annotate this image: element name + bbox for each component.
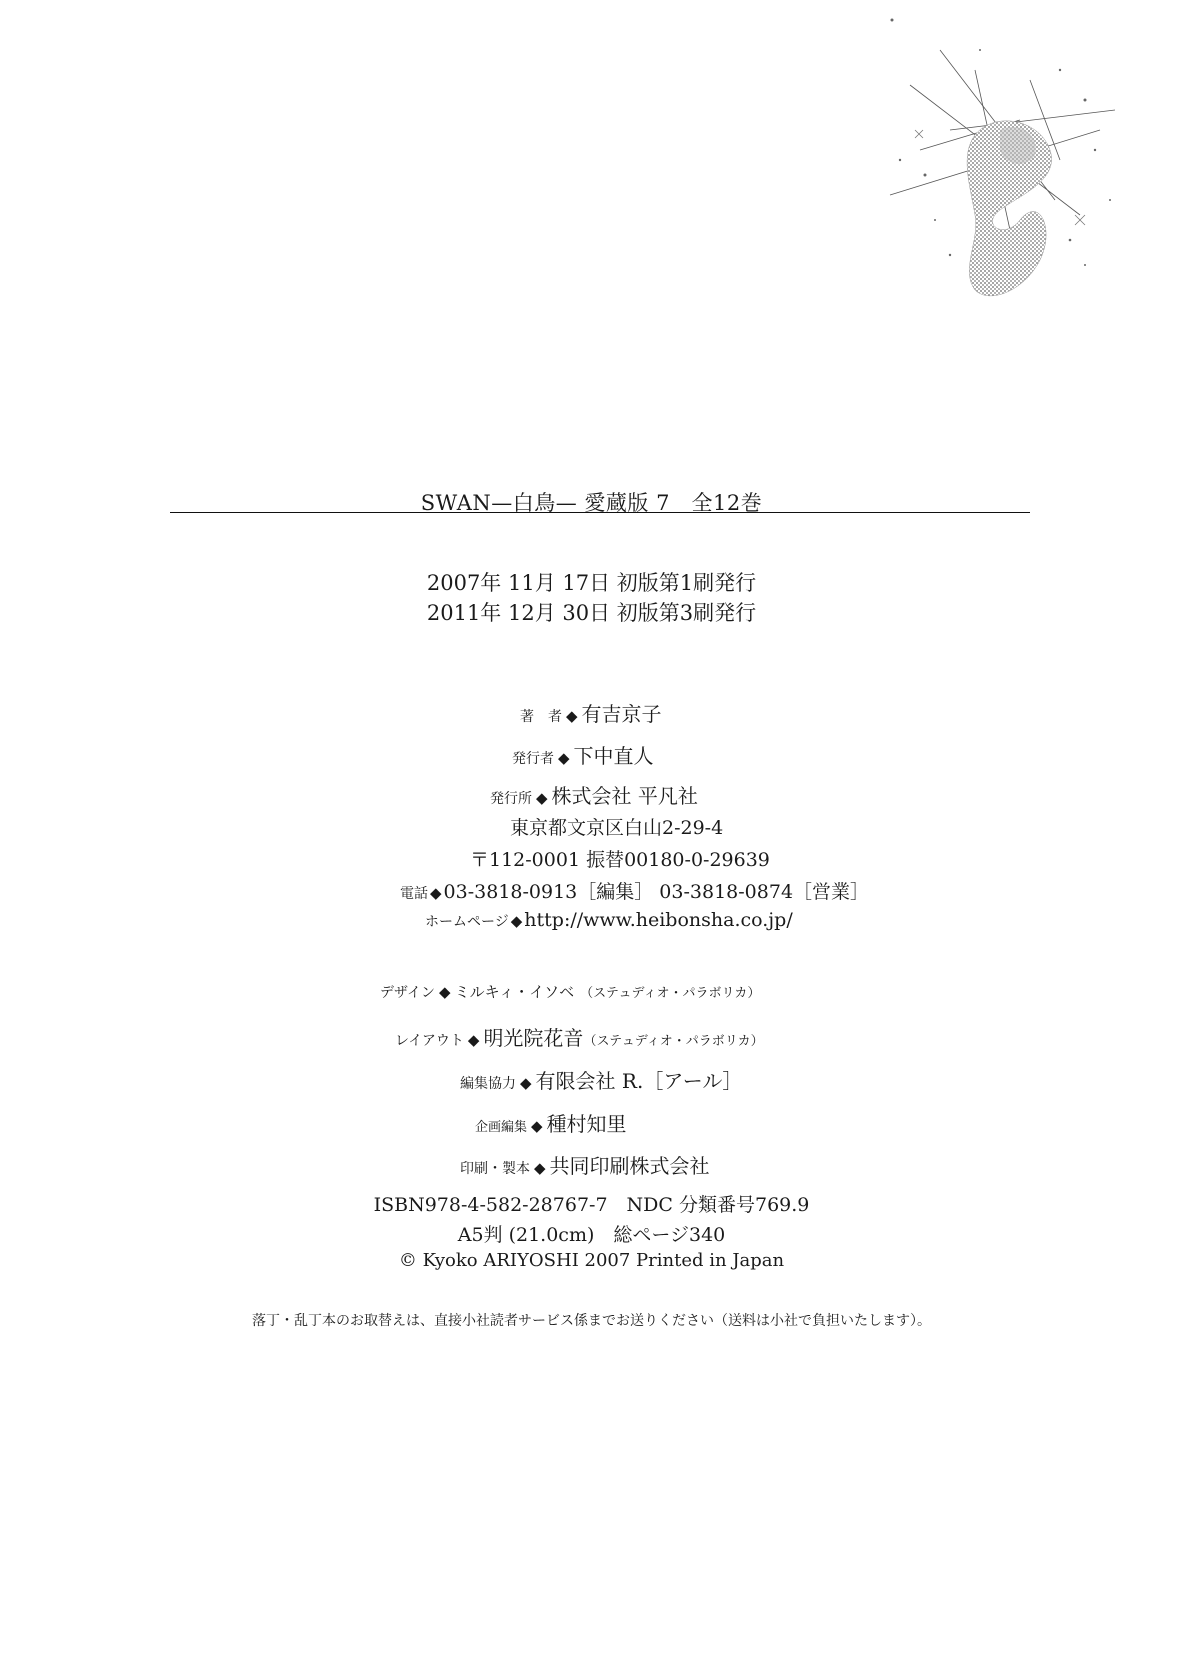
publisher-address: 東京都文京区白山2-29-4 [510,817,724,839]
designer-studio: （ステュディオ・パラボリカ） [580,986,761,1001]
title-rule [170,512,1030,513]
layout-name: 明光院花音 [483,1026,584,1050]
layout-studio: （ステュディオ・パラボリカ） [583,1034,764,1049]
design-row [380,978,760,1002]
publisher-person-label: 発行者 [512,751,554,767]
swan-feather-illustration [880,10,1120,310]
publisher-person-name: 下中直人 [573,744,654,768]
editing-cooperation-row [460,1065,742,1094]
phone-numbers: 03-3818-0913［編集］ 03-3818-0874［営業］ [443,881,870,903]
designer-name: ミルキィ・イソベ [454,983,575,1001]
author-name: 有吉京子 [581,702,662,726]
planning-editor-label: 企画編集 [475,1120,528,1135]
phone-label: 電話 [400,886,428,902]
diamond-bullet: ◆ [566,707,578,725]
diamond-bullet: ◆ [520,1074,532,1092]
publisher-label: 発行所 [490,791,532,807]
printing-company: 共同印刷株式会社 [549,1154,710,1178]
publisher-postal: 〒112-0001 振替00180-0-29639 [470,849,770,871]
isbn-line: ISBN978-4-582-28767-7 NDC 分類番号769.9 [373,1194,810,1216]
publisher-person-row [512,740,654,769]
editing-cooperation-value: 有限会社 R.［アール］ [535,1069,743,1093]
diamond-bullet: ◆ [536,789,548,807]
publisher-row [490,780,698,809]
printing-row [460,1150,710,1179]
diamond-bullet: ◆ [430,884,442,902]
diamond-bullet: ◆ [467,1031,480,1049]
first-printing-date: 2007年 11月 17日 初版第1刷発行 [426,571,757,595]
publication-dates [0,568,1183,628]
publisher-web-row [425,909,793,931]
diamond-bullet: ◆ [510,912,523,930]
layout-row [395,1022,764,1051]
author-row [520,698,662,727]
printing-label: 印刷・製本 [460,1161,530,1177]
design-label: デザイン [380,985,436,1001]
diamond-bullet: ◆ [439,983,451,1001]
author-label: 著 者 [520,709,562,725]
replacement-notice: 落丁・乱丁本のお取替えは、直接小社読者サービス係までお送りください（送料は小社で負担いたします）。 [252,1313,931,1329]
publisher-phone-row [400,877,869,904]
planning-editor-row [475,1108,627,1137]
format-line: A5判 (21.0cm) 総ページ340 [457,1224,726,1246]
diamond-bullet: ◆ [534,1159,546,1177]
editing-cooperation-label: 編集協力 [460,1076,516,1092]
layout-label: レイアウト [395,1033,464,1049]
book-title: SWAN—白鳥— 愛蔵版 7 全12巻 [420,491,763,515]
diamond-bullet: ◆ [558,749,570,767]
web-label: ホームページ [425,914,509,930]
third-printing-date: 2011年 12月 30日 初版第3刷発行 [426,601,757,625]
web-url: http://www.heibonsha.co.jp/ [524,909,793,931]
publisher-name: 株式会社 平凡社 [551,784,698,808]
diamond-bullet: ◆ [531,1117,543,1135]
planning-editor-name: 種村知里 [546,1112,627,1136]
copyright-line: © Kyoko ARIYOSHI 2007 Printed in Japan [398,1250,785,1271]
